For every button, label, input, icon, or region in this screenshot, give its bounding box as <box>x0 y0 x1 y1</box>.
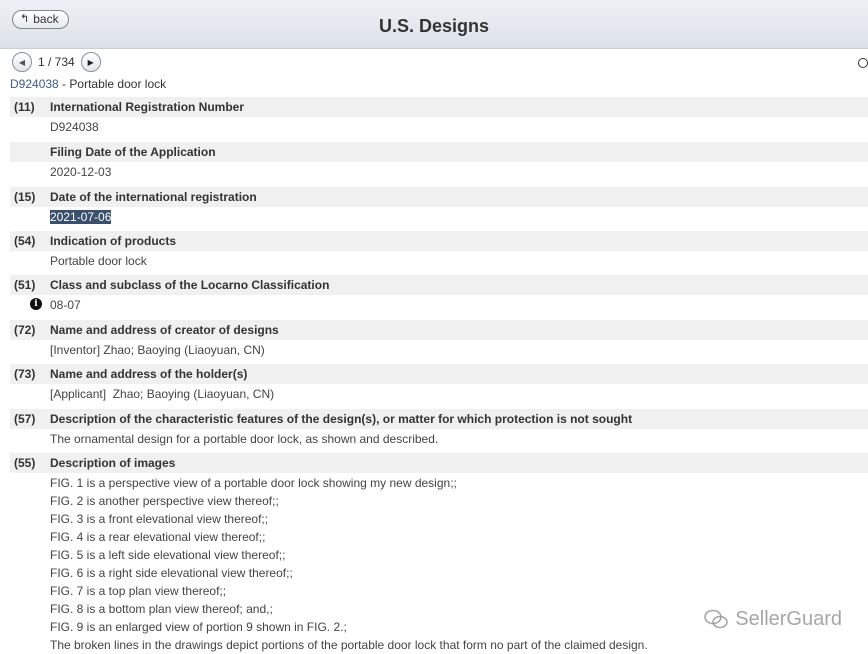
field-registration-date <box>10 187 868 226</box>
field-value: 08-07 <box>50 298 81 312</box>
image-description-line: FIG. 5 is a left side elevational view thereof;; <box>50 548 286 562</box>
field-code: (54) <box>14 234 36 248</box>
field-code: (11) <box>14 100 35 114</box>
field-label: Name and address of the holder(s) <box>50 367 248 381</box>
field-international-registration-number <box>10 97 868 136</box>
field-locarno-classification <box>10 275 868 314</box>
field-code: (51) <box>14 278 36 292</box>
field-label: Class and subclass of the Locarno Classification <box>50 278 330 292</box>
field-creator <box>10 320 868 359</box>
prev-page-icon: ◀ <box>18 57 26 67</box>
field-indication-of-products <box>10 231 868 270</box>
document-title: Portable door lock <box>69 77 167 91</box>
field-value: [Inventor] Zhao; Baoying (Liaoyuan, CN) <box>50 343 265 357</box>
document-heading <box>10 77 166 91</box>
field-value: [Applicant] Zhao; Baoying (Liaoyuan, CN) <box>50 387 275 401</box>
watermark-text: SellerGuard <box>735 607 842 630</box>
image-description-line: FIG. 1 is a perspective view of a portable door lock showing my new design;; <box>50 476 457 490</box>
field-code: (55) <box>14 456 36 470</box>
image-description-line: The broken lines in the drawings depict portions of the portable door lock that form no part of the claimed design. <box>50 638 648 652</box>
next-page-icon: ▶ <box>87 57 94 67</box>
field-value: The ornamental design for a portable door lock, as shown and described. <box>50 432 439 446</box>
image-description-line: FIG. 6 is a right side elevational view thereof;; <box>50 566 293 580</box>
image-description-line: FIG. 9 is an enlarged view of portion 9 shown in FIG. 2.; <box>50 620 347 634</box>
image-description-line: FIG. 3 is a front elevational view thereof;; <box>50 512 269 526</box>
pager <box>12 52 101 72</box>
separator: - <box>58 77 70 91</box>
info-icon[interactable]: i <box>30 298 42 310</box>
field-label: Name and address of creator of designs <box>50 323 279 337</box>
field-label: International Registration Number <box>50 100 245 114</box>
field-label: Date of the international registration <box>50 190 257 204</box>
field-label: Description of images <box>50 456 176 470</box>
document-id-link[interactable]: D924038 <box>10 77 59 91</box>
image-description-line: FIG. 2 is another perspective view thereof;; <box>50 494 279 508</box>
field-value: Portable door lock <box>50 254 147 268</box>
field-characteristic-features <box>10 409 868 448</box>
field-holder <box>10 364 868 403</box>
field-filing-date <box>10 142 868 181</box>
page-position: 1 / 734 <box>38 55 75 69</box>
field-label: Description of the characteristic features of the design(s), or matter for which protection is not sought <box>50 412 633 426</box>
image-description-line: FIG. 7 is a top plan view thereof;; <box>50 584 227 598</box>
field-value: D924038 <box>50 120 99 134</box>
page-title: U.S. Designs <box>378 16 490 36</box>
chat-bubbles-icon <box>703 608 729 630</box>
image-description-line: FIG. 8 is a bottom plan view thereof; and,; <box>50 602 273 616</box>
next-page-button[interactable] <box>81 52 101 72</box>
back-arrow-icon: ↰ <box>20 13 30 25</box>
field-code: (15) <box>14 190 36 204</box>
back-label: back <box>33 12 59 26</box>
field-value: 2020-12-03 <box>50 165 112 179</box>
field-code: (57) <box>14 412 36 426</box>
field-label: Indication of products <box>50 234 176 248</box>
app-header <box>0 0 868 49</box>
field-code: (73) <box>14 367 36 381</box>
watermark <box>703 606 842 632</box>
selected-value[interactable]: 2021-07-06 <box>50 210 112 224</box>
eye-icon[interactable] <box>858 58 868 68</box>
image-description-line: FIG. 4 is a rear elevational view thereof;; <box>50 530 266 544</box>
field-code: (72) <box>14 323 36 337</box>
prev-page-button[interactable] <box>12 52 32 72</box>
field-label: Filing Date of the Application <box>50 145 216 159</box>
